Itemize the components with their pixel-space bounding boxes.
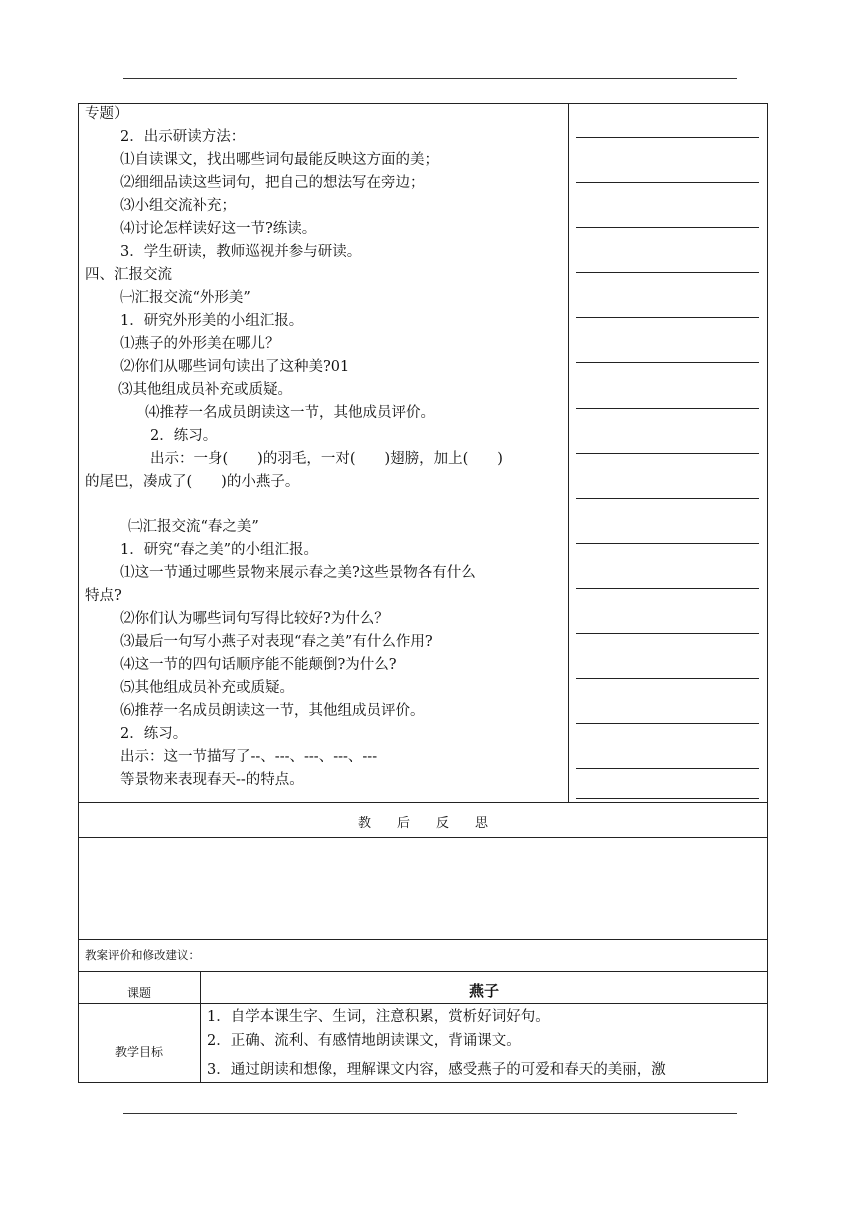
text-line: ⑵细细品读这些词句，把自己的想法写在旁边； <box>120 175 425 191</box>
goal-item: 3．通过朗读和想像，理解课文内容，感受燕子的可爱和春天的美丽，激 <box>207 1062 666 1078</box>
header-rule <box>123 78 737 79</box>
text-line: ⑵你们从哪些词句读出了这种美?01 <box>120 359 350 375</box>
text-line: ⑵你们认为哪些词句写得比较好?为什么？ <box>120 611 389 627</box>
section-heading: 四、汇报交流 <box>85 267 172 283</box>
text-line: ⑴自读课文，找出哪些词句最能反映这方面的美； <box>120 152 439 168</box>
text-line: 3．学生研读，教师巡视并参与研读。 <box>120 244 362 260</box>
text-line: ⑷推荐一名成员朗读这一节，其他成员评价。 <box>145 405 435 421</box>
text-line: ⑶最后一句写小燕子对表现“春之美”有什么作用? <box>120 634 433 650</box>
text-line: 特点? <box>85 588 122 604</box>
text-line: ⑷讨论怎样读好这一节?练读。 <box>120 221 317 237</box>
reflection-body <box>78 837 768 940</box>
subsection-heading: ㈡汇报交流“春之美” <box>128 519 259 535</box>
reflection-header: 教 后 反 思 <box>357 816 488 831</box>
text-line: 2．出示研读方法： <box>120 129 246 145</box>
goal-item: 2．正确、流利、有感情地朗读课文，背诵课文。 <box>207 1033 521 1049</box>
text-line: ⑹推荐一名成员朗读这一节，其他组成员评价。 <box>120 703 425 719</box>
exercise-line: 出示：一身( )的羽毛，一对( )翅膀，加上( ) <box>150 451 503 467</box>
exercise-line: 等景物来表现春天--的特点。 <box>120 772 304 788</box>
exercise-line: 出示：这一节描写了--、---、---、---、--- <box>120 749 378 765</box>
goal-item: 1．自学本课生字、生词，注意积累，赏析好词好句。 <box>207 1009 550 1025</box>
text-line: 2．练习。 <box>150 428 218 444</box>
text-line: 1．研究“春之美”的小组汇报。 <box>120 542 319 558</box>
footer-rule <box>123 1113 737 1114</box>
evaluation-label: 教案评价和修改建议： <box>85 948 200 962</box>
text-line: ⑴燕子的外形美在哪儿？ <box>120 336 280 352</box>
topic-label: 课题 <box>126 986 151 1000</box>
text-line: ⑶其他组成员补充或质疑。 <box>118 382 292 398</box>
text-line: ⑶小组交流补充； <box>120 198 236 214</box>
topic-value: 燕子 <box>468 982 499 1000</box>
text-line: 2．练习。 <box>120 726 188 742</box>
exercise-line: 的尾巴，凑成了( )的小燕子。 <box>85 474 300 490</box>
text-line: ⑸其他组成员补充或质疑。 <box>120 680 294 696</box>
text-line: ⑷这一节的四句话顺序能不能颠倒?为什么? <box>120 657 397 673</box>
text-line: 专题） <box>85 106 129 122</box>
notes-column-divider <box>568 103 569 803</box>
goals-label: 教学目标 <box>114 1045 163 1059</box>
text-line: ⑴这一节通过哪些景物来展示春之美?这些景物各有什么 <box>120 565 476 581</box>
subsection-heading: ㈠汇报交流“外形美” <box>120 290 251 306</box>
text-line: 1．研究外形美的小组汇报。 <box>120 313 304 329</box>
